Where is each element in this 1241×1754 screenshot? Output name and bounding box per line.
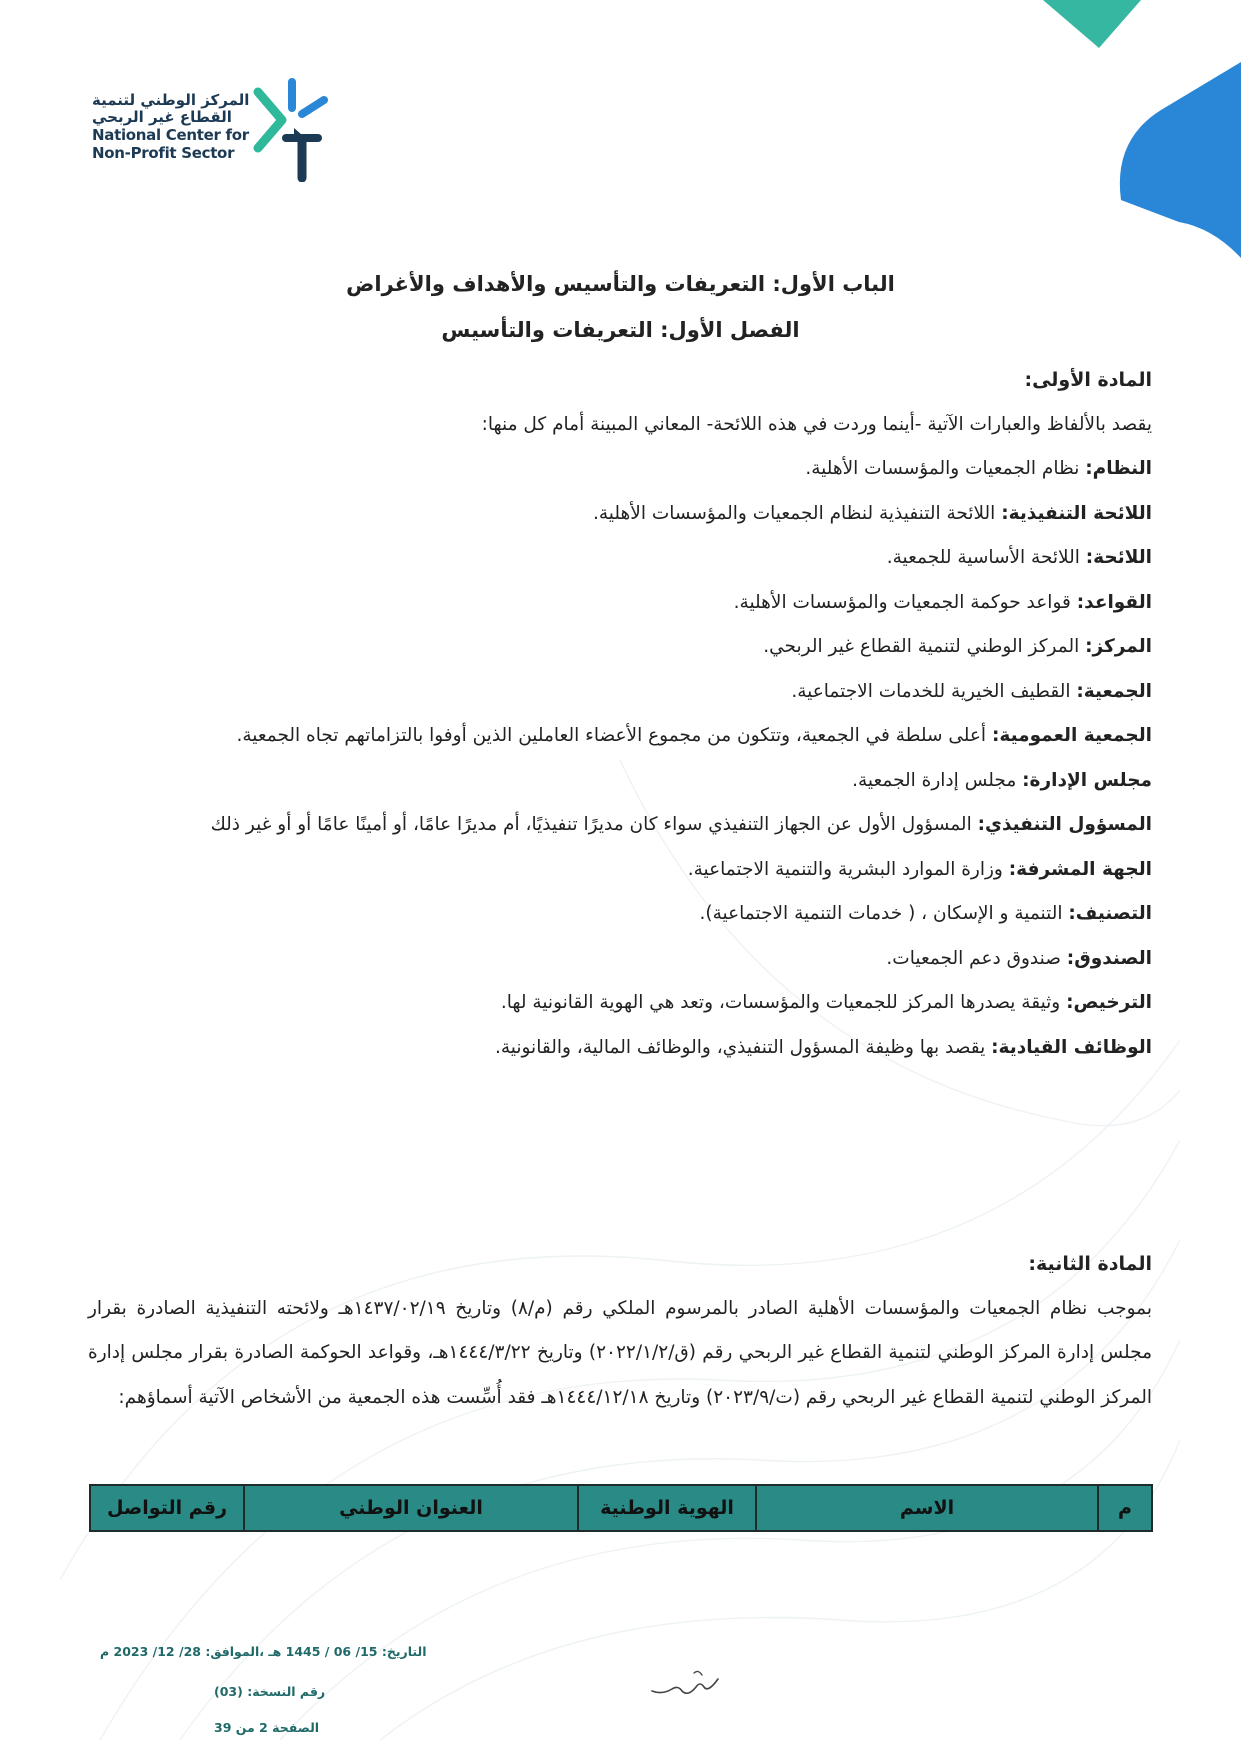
logo-english-line1: National Center for [92, 126, 249, 144]
definition-text: اللائحة التنفيذية لنظام الجمعيات والمؤسسات الأهلية. [593, 502, 1002, 524]
signature-mark [648, 1665, 728, 1701]
part-heading: الباب الأول: التعريفات والتأسيس والأهداف والأغراض [346, 272, 895, 296]
definition-text: مجلس إدارة الجمعية. [852, 769, 1023, 791]
definition-text: المركز الوطني لتنمية القطاع غير الربحي. [763, 636, 1086, 657]
definition-term: المركز: [1085, 636, 1152, 657]
definition-text: قواعد حوكمة الجمعيات والمؤسسات الأهلية. [733, 591, 1077, 613]
definition-text: وثيقة يصدرها المركز للجمعيات والمؤسسات، وتعد هي الهوية القانونية لها. [500, 992, 1067, 1013]
definition-item [88, 670, 1152, 715]
footer-version: رقم النسخة: (03) [214, 1684, 326, 1699]
definition-term: الجمعية العمومية: [991, 725, 1152, 746]
definition-item [88, 803, 1152, 848]
definition-text: التنمية و الإسكان ، ( خدمات التنمية الاجتماعية). [699, 903, 1069, 924]
definition-term: مجلس الإدارة: [1022, 769, 1152, 791]
article-one-intro: يقصد بالألفاظ والعبارات الآتية -أينما وردت في هذه اللائحة- المعاني المبينة أمام كل منها: [481, 413, 1152, 435]
column-header-contact-number: رقم التواصل [90, 1485, 244, 1531]
column-header-national-address: العنوان الوطني [244, 1485, 578, 1531]
definition-term: المسؤول التنفيذي: [977, 814, 1152, 835]
chapter-heading: الفصل الأول: التعريفات والتأسيس [441, 318, 800, 342]
column-header-national-id: الهوية الوطنية [578, 1485, 756, 1531]
definition-item [88, 892, 1152, 937]
definition-item [88, 848, 1152, 893]
definition-term: الصندوق: [1066, 947, 1152, 969]
logo-text [92, 92, 252, 162]
definition-item [88, 625, 1152, 670]
article-one-title: المادة الأولى: [1024, 369, 1152, 391]
definition-item [88, 981, 1152, 1026]
definition-term: القواعد: [1076, 591, 1152, 613]
definition-term: الجمعية: [1076, 680, 1152, 702]
article-one [88, 358, 1152, 1070]
footer-page-number: الصفحة 2 من 39 [214, 1720, 320, 1735]
definition-term: اللائحة التنفيذية: [1001, 502, 1152, 524]
definition-item [88, 937, 1152, 982]
definition-text: نظام الجمعيات والمؤسسات الأهلية. [805, 458, 1086, 479]
article-two-text: بموجب نظام الجمعيات والمؤسسات الأهلية الصادر بالمرسوم الملكي رقم (م/٨) وتاريخ ١٤٣٧/٠٢/١٩هـ ولائحته التنفيذية الصادرة بقرار مجلس إدارة المركز الوطني لتنمية القطاع غير الربحي رقم (ق/٢٠٢٢/١/٢) وتاريخ ١٤٤٤/٣/٢٢هـ، وقواعد الحوكمة الصادرة بقرار مجلس إدارة المركز الوطني لتنمية القطاع غير الربحي رقم (ت/٢٠٢٣/٩) وتاريخ ١٤٤٤/١٢/١٨هـ فقد أُسِّست هذه الجمعية من الأشخاص الآتية أسماؤهم: [88, 1297, 1152, 1408]
definition-item [88, 1026, 1152, 1071]
definition-term: اللائحة: [1085, 547, 1152, 568]
definition-item [88, 759, 1152, 804]
definition-item [88, 536, 1152, 581]
definition-term: الترخيص: [1066, 992, 1152, 1013]
definition-item [88, 492, 1152, 537]
definition-text: القطيف الخيرية للخدمات الاجتماعية. [791, 680, 1077, 702]
logo-arabic-line2: القطاع غير الربحي [92, 108, 232, 126]
logo-arabic-line1: المركز الوطني لتنمية [92, 91, 250, 109]
definition-text: وزارة الموارد البشرية والتنمية الاجتماعية. [687, 858, 1009, 880]
table-header-row [90, 1485, 1152, 1531]
definition-term: الجهة المشرفة: [1008, 858, 1152, 880]
definition-item [88, 447, 1152, 492]
definition-text: أعلى سلطة في الجمعية، وتتكون من مجموع الأعضاء العاملين الذين أوفوا بالتزاماتهم تجاه الجمعية. [236, 725, 992, 746]
article-two-title: المادة الثانية: [1028, 1253, 1152, 1275]
logo-mark-icon [252, 78, 328, 182]
founders-table [89, 1484, 1153, 1532]
article-two [88, 1242, 1152, 1420]
corner-decoration [981, 0, 1241, 280]
definition-item [88, 581, 1152, 626]
definition-item [88, 714, 1152, 759]
definition-term: التصنيف: [1068, 903, 1152, 924]
column-header-name: الاسم [756, 1485, 1098, 1531]
definition-text: اللائحة الأساسية للجمعية. [886, 547, 1086, 568]
definition-text: صندوق دعم الجمعيات. [886, 947, 1067, 969]
organization-logo [92, 78, 332, 188]
column-header-number: م [1098, 1485, 1152, 1531]
definition-text: المسؤول الأول عن الجهاز التنفيذي سواء كان مديرًا تنفيذيًا، أم مديرًا عامًا، أو أمينًا عامًا أو أو غير ذلك [210, 814, 978, 835]
footer-date: التاريخ: 15/ 06 / 1445 هـ ،الموافق: 28/ 12/ 2023 م [100, 1644, 427, 1659]
definition-term: الوظائف القيادية: [991, 1036, 1152, 1058]
definition-text: يقصد بها وظيفة المسؤول التنفيذي، والوظائف المالية، والقانونية. [494, 1036, 992, 1058]
logo-english-line2: Non-Profit Sector [92, 144, 235, 162]
definition-term: النظام: [1085, 458, 1152, 479]
